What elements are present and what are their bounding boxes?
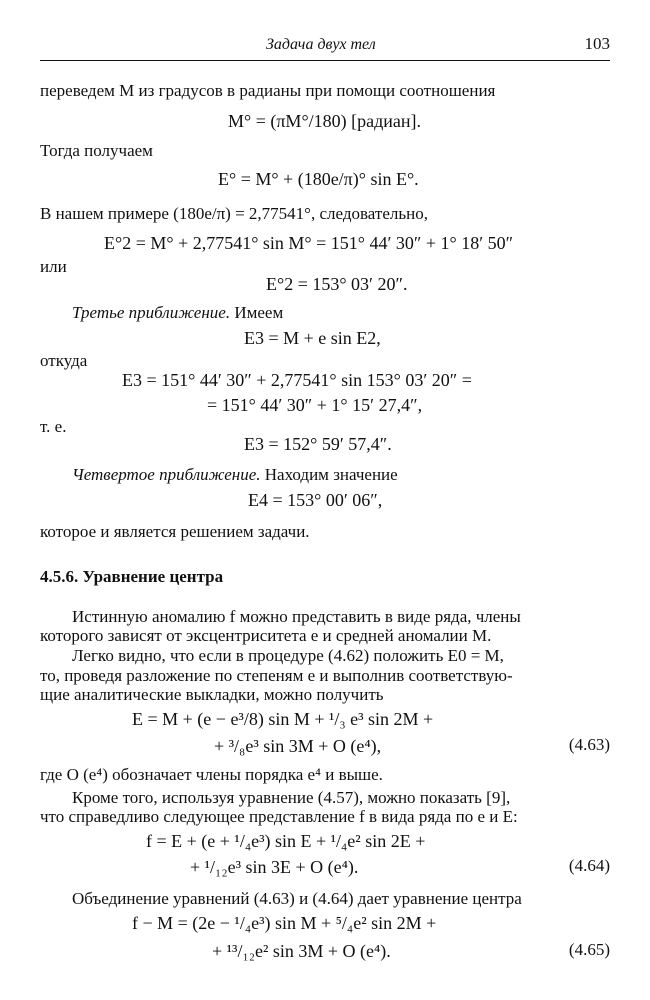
text-line: откуда bbox=[40, 351, 88, 370]
page-number: 103 bbox=[584, 34, 610, 53]
formula-line: E° = M° + (180e/π)° sin E°. bbox=[218, 169, 419, 189]
equation-number: (4.65) bbox=[568, 940, 610, 959]
text-line: В нашем примере (180e/π) = 2,77541°, следовательно, bbox=[40, 204, 428, 223]
equation-4-63-line-2: + ³/₈e³ sin 3M + O (e⁴), bbox=[214, 736, 382, 756]
text-line: где O (e⁴) обозначает члены порядка e⁴ и выше. bbox=[40, 765, 383, 784]
section-number: 4.5.6. bbox=[40, 567, 79, 586]
text-line bbox=[72, 302, 283, 324]
formula-line: M° = (πM°/180) [радиан]. bbox=[228, 111, 422, 131]
formula-line: = 151° 44′ 30″ + 1° 15′ 27,4″, bbox=[207, 395, 423, 415]
inline-text: Находим значение bbox=[264, 465, 398, 484]
formula-line: E3 = 152° 59′ 57,4″. bbox=[244, 434, 392, 454]
equation-number: (4.63) bbox=[568, 735, 610, 754]
inline-text: Имеем bbox=[234, 303, 284, 322]
text-line bbox=[72, 464, 398, 486]
formula-line: E°2 = M° + 2,77541° sin M° = 151° 44′ 30″ + 1° 18′ 50″ bbox=[104, 233, 514, 253]
text-line: или bbox=[40, 257, 67, 276]
equation-4-65-line-1: f − M = (2e − ¹/₄e³) sin M + ⁵/₄e² sin 2M + bbox=[132, 913, 437, 933]
formula-line: E4 = 153° 00′ 06″, bbox=[248, 490, 383, 510]
subheading-fourth-approximation: Четвертое приближение. bbox=[72, 465, 261, 484]
text-line: щие аналитические выкладки, можно получить bbox=[40, 685, 384, 704]
running-header-title: Задача двух тел bbox=[266, 36, 376, 53]
formula-line: E°2 = 153° 03′ 20″. bbox=[266, 274, 408, 294]
text-line: т. е. bbox=[40, 417, 67, 436]
formula-line: E3 = 151° 44′ 30″ + 2,77541° sin 153° 03′ 20″ = bbox=[122, 370, 472, 390]
subheading-third-approximation: Третье приближение. bbox=[72, 303, 231, 322]
text-line: Тогда получаем bbox=[40, 141, 153, 160]
text-line: то, проведя разложение по степеням e и выполнив соответствую- bbox=[40, 666, 513, 685]
section-title: Уравнение центра bbox=[82, 567, 224, 586]
text-line: Истинную аномалию f можно представить в виде ряда, члены bbox=[72, 607, 521, 626]
formula-line: E3 = M + e sin E2, bbox=[244, 328, 381, 348]
equation-4-64-line-2: + ¹/₁₂e³ sin 3E + O (e⁴). bbox=[190, 857, 359, 877]
equation-4-64-line-1: f = E + (e + ¹/₄e³) sin E + ¹/₄e² sin 2E + bbox=[146, 831, 426, 851]
text-line: переведем M из градусов в радианы при помощи соотношения bbox=[40, 81, 496, 100]
text-line: что справедливо следующее представление f в вида ряда по e и E: bbox=[40, 807, 518, 826]
text-line: Легко видно, что если в процедуре (4.62) положить E0 = M, bbox=[72, 646, 504, 665]
equation-4-65-line-2: + ¹³/₁₂e² sin 3M + O (e⁴). bbox=[212, 941, 391, 961]
equation-4-63-line-1: E = M + (e − e³/8) sin M + ¹/₃ e³ sin 2M + bbox=[132, 709, 434, 729]
running-header bbox=[40, 34, 610, 61]
text-line: которое и является решением задачи. bbox=[40, 522, 310, 541]
text-line: Объединение уравнений (4.63) и (4.64) дает уравнение центра bbox=[72, 889, 522, 908]
text-line: Кроме того, используя уравнение (4.57), можно показать [9], bbox=[72, 788, 511, 807]
equation-number: (4.64) bbox=[568, 856, 610, 875]
text-line: которого зависят от эксцентриситета e и средней аномалии M. bbox=[40, 626, 492, 645]
section-heading bbox=[40, 566, 223, 588]
